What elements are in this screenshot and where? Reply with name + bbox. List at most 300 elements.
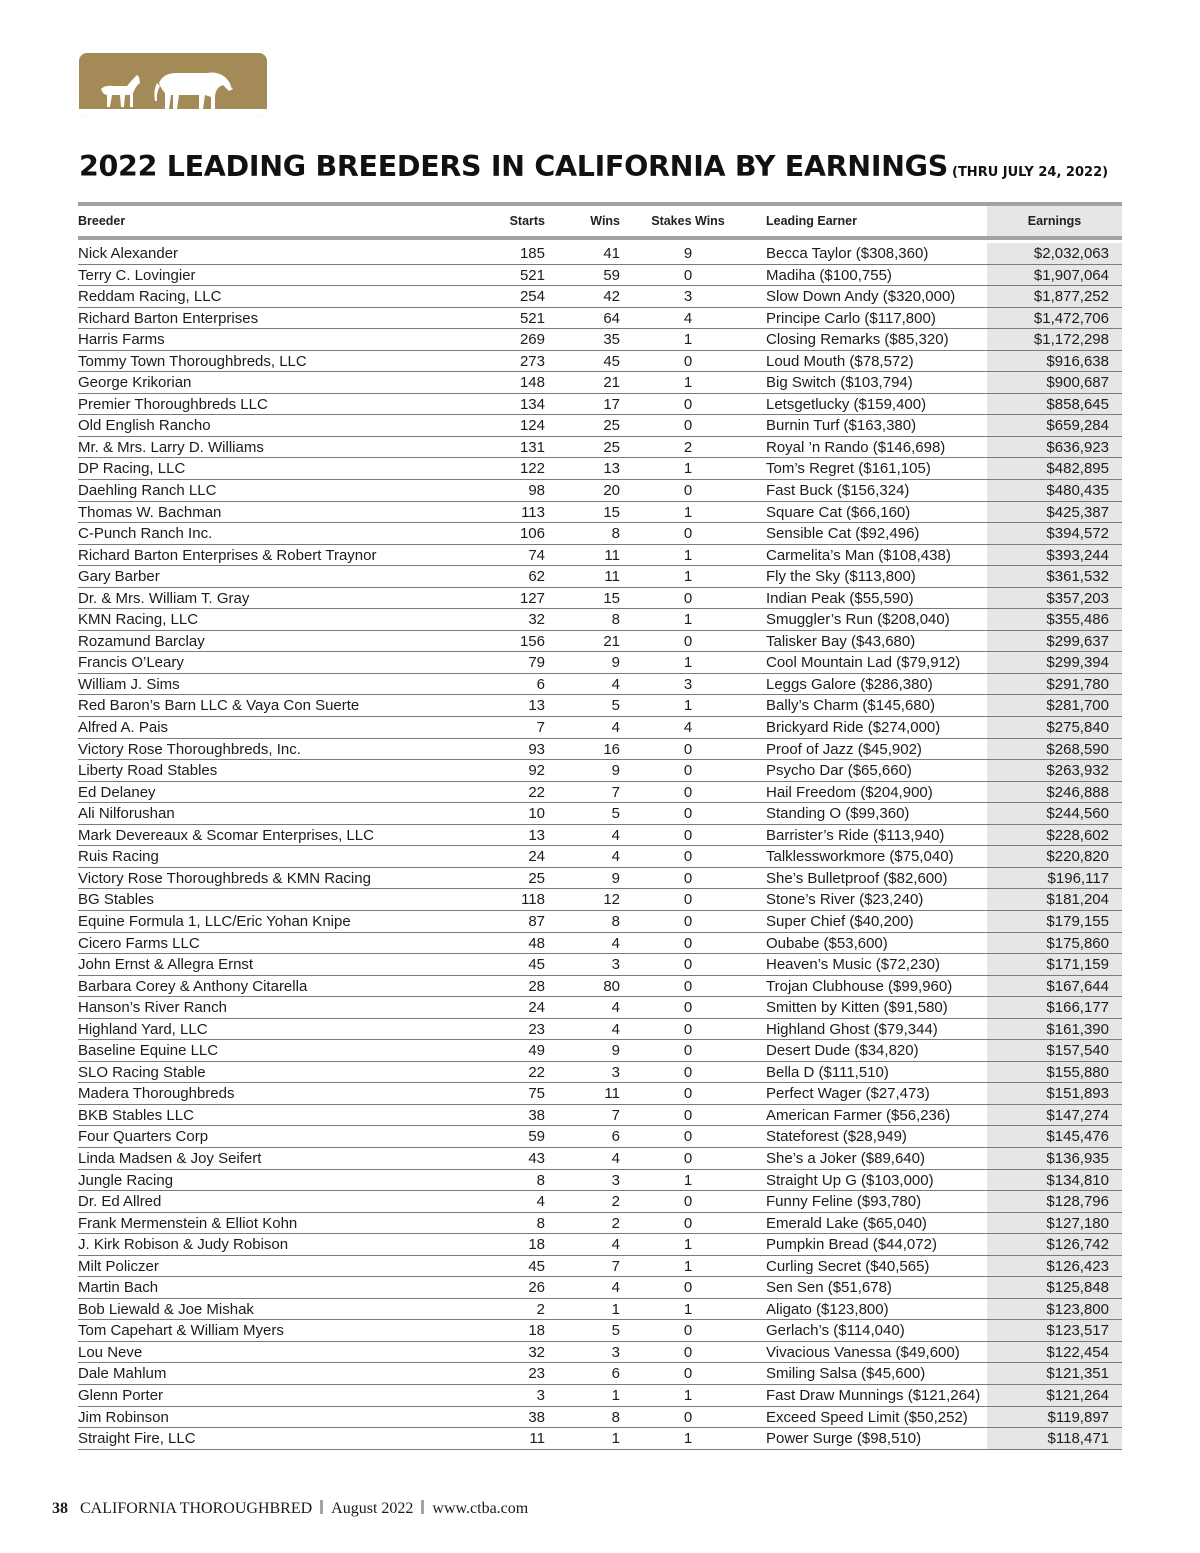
earnings-cell: $161,390 [987,1019,1122,1040]
table-row [78,846,1122,868]
stakes-wins-cell: 0 [683,783,693,801]
starts-cell: 7 [536,719,545,737]
earnings-cell: $181,204 [987,889,1122,910]
earnings-cell: $263,932 [987,760,1122,781]
leading-earner-cell: Highland Ghost ($79,344) [766,1020,938,1038]
leading-earner-cell: Closing Remarks ($85,320) [766,331,949,349]
breeder-cell: Jim Robinson [78,1408,169,1426]
wins-cell: 4 [611,1149,620,1167]
table-row [78,652,1122,674]
breeders-table [78,202,1122,1450]
table-row [78,243,1122,265]
stakes-wins-cell: 0 [683,1063,693,1081]
table-row [78,695,1122,717]
table-row [78,1126,1122,1148]
starts-cell: 59 [528,1128,545,1146]
table-row [78,1363,1122,1385]
starts-cell: 25 [528,869,545,887]
leading-earner-cell: Funny Feline ($93,780) [766,1193,922,1211]
header-stakes-wins: Stakes Wins [651,214,725,228]
earnings-cell: $357,203 [987,588,1122,609]
earnings-cell: $1,877,252 [987,286,1122,307]
breeder-cell: Victory Rose Thoroughbreds, Inc. [78,740,301,758]
breeder-cell: Frank Mermenstein & Elliot Kohn [78,1214,298,1232]
stakes-wins-cell: 0 [683,977,693,995]
leading-earner-cell: Indian Peak ($55,590) [766,589,914,607]
table-row [78,351,1122,373]
stakes-wins-cell: 1 [683,1300,693,1318]
wins-cell: 41 [603,245,620,262]
stakes-wins-cell: 4 [683,309,693,327]
starts-cell: 10 [528,805,545,823]
breeder-cell: Victory Rose Thoroughbreds & KMN Racing [78,869,371,887]
leading-earner-cell: Psycho Dar ($65,660) [766,762,912,780]
table-row [78,1342,1122,1364]
wins-cell: 4 [611,719,620,737]
header-earnings: Earnings [987,206,1122,236]
leading-earner-cell: Slow Down Andy ($320,000) [766,288,956,306]
starts-cell: 49 [528,1042,545,1060]
earnings-cell: $659,284 [987,415,1122,436]
table-row [78,523,1122,545]
wins-cell: 8 [611,525,620,543]
leading-earner-cell: Smuggler’s Run ($208,040) [766,611,950,629]
wins-cell: 6 [611,1128,620,1146]
starts-cell: 45 [528,956,545,974]
wins-cell: 7 [611,1106,620,1124]
wins-cell: 9 [611,762,620,780]
breeder-cell: Lou Neve [78,1343,143,1361]
earnings-cell: $171,159 [987,954,1122,975]
stakes-wins-cell: 3 [683,288,693,306]
earnings-cell: $136,935 [987,1148,1122,1169]
wins-cell: 8 [611,611,620,629]
stakes-wins-cell: 0 [683,869,693,887]
wins-cell: 2 [611,1214,620,1232]
stakes-wins-cell: 1 [683,1171,693,1189]
breeder-cell: Ali Nilforushan [78,805,175,823]
table-row [78,933,1122,955]
page-footer [52,1500,528,1518]
leading-earner-cell: Sensible Cat ($92,496) [766,525,920,543]
wins-cell: 42 [603,288,620,306]
wins-cell: 80 [603,977,620,995]
earnings-cell: $361,532 [987,566,1122,587]
breeder-cell: Highland Yard, LLC [78,1020,208,1038]
breeder-cell: Martin Bach [78,1279,159,1297]
table-row [78,609,1122,631]
breeder-cell: Glenn Porter [78,1386,164,1404]
starts-cell: 11 [529,1430,545,1448]
breeder-cell: J. Kirk Robison & Judy Robison [78,1236,289,1254]
breeder-cell: William J. Sims [78,675,180,693]
stakes-wins-cell: 1 [683,697,693,715]
earnings-cell: $299,394 [987,652,1122,673]
starts-cell: 122 [519,460,545,478]
breeder-cell: Terry C. Lovingier [78,266,196,284]
table-row [78,1062,1122,1084]
starts-cell: 38 [528,1106,545,1124]
starts-cell: 18 [528,1322,545,1340]
breeder-cell: Alfred A. Pais [78,719,169,737]
breeder-cell: SLO Racing Stable [78,1063,206,1081]
starts-cell: 32 [528,1343,545,1361]
starts-cell: 185 [519,245,545,262]
leading-earner-cell: Proof of Jazz ($45,902) [766,740,922,758]
leading-earner-cell: Bally’s Charm ($145,680) [766,697,935,715]
table-row [78,1040,1122,1062]
wins-cell: 1 [611,1430,620,1448]
earnings-cell: $147,274 [987,1105,1122,1126]
earnings-cell: $155,880 [987,1062,1122,1083]
title-date-range: (THRU JULY 24, 2022) [952,165,1109,180]
starts-cell: 26 [528,1279,545,1297]
table-row [78,480,1122,502]
starts-cell: 87 [528,912,545,930]
breeder-cell: Gary Barber [78,568,160,586]
starts-cell: 521 [519,309,545,327]
leading-earner-cell: Talklessworkmore ($75,040) [766,848,954,866]
earnings-cell: $480,435 [987,480,1122,501]
stakes-wins-cell: 0 [683,1149,693,1167]
breeder-cell: Nick Alexander [78,245,179,262]
starts-cell: 6 [536,675,545,693]
earnings-cell: $179,155 [987,911,1122,932]
earnings-cell: $126,742 [987,1234,1122,1255]
wins-cell: 25 [603,417,620,435]
leading-earner-cell: Hail Freedom ($204,900) [766,783,933,801]
starts-cell: 23 [528,1020,545,1038]
stakes-wins-cell: 0 [683,1214,693,1232]
breeder-cell: Tommy Town Thoroughbreds, LLC [78,352,307,370]
stakes-wins-cell: 0 [683,1020,693,1038]
table-row [78,1234,1122,1256]
wins-cell: 4 [611,848,620,866]
earnings-cell: $123,800 [987,1299,1122,1320]
breeder-cell: KMN Racing, LLC [78,611,199,629]
table-row [78,1256,1122,1278]
starts-cell: 74 [528,546,545,564]
leading-earner-cell: Power Surge ($98,510) [766,1430,922,1448]
table-row [78,1083,1122,1105]
wins-cell: 7 [611,783,620,801]
table-row [78,566,1122,588]
table-row [78,394,1122,416]
table-row [78,1385,1122,1407]
breeder-cell: Baseline Equine LLC [78,1042,219,1060]
table-row [78,458,1122,480]
starts-cell: 156 [519,632,545,650]
table-row [78,997,1122,1019]
breeder-cell: Straight Fire, LLC [78,1430,196,1448]
wins-cell: 4 [611,675,620,693]
wins-cell: 1 [611,1300,620,1318]
leading-earner-cell: Perfect Wager ($27,473) [766,1085,930,1103]
starts-cell: 22 [528,783,545,801]
starts-cell: 273 [519,352,545,370]
starts-cell: 3 [536,1386,545,1404]
wins-cell: 12 [603,891,620,909]
wins-cell: 15 [603,503,620,521]
starts-cell: 48 [528,934,545,952]
table-body [78,243,1122,1450]
leading-earner-cell: Cool Mountain Lad ($79,912) [766,654,961,672]
breeder-cell: Equine Formula 1, LLC/Eric Yohan Knipe [78,912,351,930]
leading-earner-cell: Letsgetlucky ($159,400) [766,395,927,413]
leading-earner-cell: Gerlach’s ($114,040) [766,1322,905,1340]
wins-cell: 11 [604,1085,620,1103]
wins-cell: 6 [611,1365,620,1383]
leading-earner-cell: Standing O ($99,360) [766,805,910,823]
leading-earner-cell: Straight Up G ($103,000) [766,1171,934,1189]
earnings-cell: $268,590 [987,739,1122,760]
wins-cell: 4 [611,1279,620,1297]
starts-cell: 113 [521,503,545,521]
leading-earner-cell: Super Chief ($40,200) [766,912,914,930]
stakes-wins-cell: 1 [683,568,693,586]
page-title [79,150,1108,183]
starts-cell: 4 [536,1193,545,1211]
leading-earner-cell: Curling Secret ($40,565) [766,1257,930,1275]
starts-cell: 18 [528,1236,545,1254]
earnings-cell: $175,860 [987,933,1122,954]
table-row [78,631,1122,653]
breeder-cell: BKB Stables LLC [78,1106,194,1124]
table-row [78,825,1122,847]
wins-cell: 4 [611,1020,620,1038]
stakes-wins-cell: 0 [683,1085,693,1103]
wins-cell: 4 [611,1236,620,1254]
stakes-wins-cell: 0 [683,632,693,650]
table-row [78,1320,1122,1342]
stakes-wins-cell: 1 [683,654,693,672]
earnings-cell: $167,644 [987,976,1122,997]
starts-cell: 521 [519,266,545,284]
table-row [78,588,1122,610]
mare-and-foal-logo [79,53,267,117]
breeder-cell: Rozamund Barclay [78,632,205,650]
leading-earner-cell: Aligato ($123,800) [766,1300,889,1318]
leading-earner-cell: Big Switch ($103,794) [766,374,913,392]
starts-cell: 254 [519,288,545,306]
earnings-cell: $123,517 [987,1320,1122,1341]
wins-cell: 2 [611,1193,620,1211]
starts-cell: 8 [536,1171,545,1189]
wins-cell: 21 [603,632,620,650]
wins-cell: 64 [603,309,620,327]
starts-cell: 92 [528,762,545,780]
table-row [78,308,1122,330]
stakes-wins-cell: 1 [683,1430,693,1448]
breeder-cell: Premier Thoroughbreds LLC [78,395,268,413]
wins-cell: 5 [611,1322,620,1340]
earnings-cell: $299,637 [987,631,1122,652]
table-row [78,329,1122,351]
wins-cell: 3 [611,1063,620,1081]
leading-earner-cell: Square Cat ($66,160) [766,503,911,521]
wins-cell: 5 [611,697,620,715]
breeder-cell: George Krikorian [78,374,192,392]
stakes-wins-cell: 0 [683,912,693,930]
earnings-cell: $636,923 [987,437,1122,458]
breeder-cell: Daehling Ranch LLC [78,482,217,500]
table-row [78,1299,1122,1321]
earnings-cell: $151,893 [987,1083,1122,1104]
leading-earner-cell: Pumpkin Bread ($44,072) [766,1236,937,1254]
earnings-cell: $122,454 [987,1342,1122,1363]
leading-earner-cell: Fast Buck ($156,324) [766,482,910,500]
starts-cell: 2 [536,1300,545,1318]
starts-cell: 93 [528,740,545,758]
table-row [78,286,1122,308]
earnings-cell: $125,848 [987,1277,1122,1298]
stakes-wins-cell: 1 [683,611,693,629]
stakes-wins-cell: 0 [683,762,693,780]
breeder-cell: Ed Delaney [78,783,156,801]
title-main: 2022 LEADING BREEDERS IN CALIFORNIA BY EARNINGS [79,150,948,183]
breeder-cell: Four Quarters Corp [78,1128,209,1146]
earnings-cell: $2,032,063 [987,243,1122,264]
stakes-wins-cell: 0 [683,826,693,844]
wins-cell: 45 [603,352,620,370]
wins-cell: 59 [603,266,620,284]
wins-cell: 3 [611,1171,620,1189]
leading-earner-cell: Emerald Lake ($65,040) [766,1214,927,1232]
table-row [78,1213,1122,1235]
breeder-cell: Dr. & Mrs. William T. Gray [78,589,250,607]
stakes-wins-cell: 0 [683,395,693,413]
wins-cell: 17 [603,395,620,413]
wins-cell: 3 [611,1343,620,1361]
table-row [78,911,1122,933]
table-row [78,1428,1122,1450]
earnings-cell: $145,476 [987,1126,1122,1147]
starts-cell: 131 [519,438,545,456]
stakes-wins-cell: 9 [683,245,693,262]
magazine-name: CALIFORNIA THOROUGHBRED [80,1500,313,1517]
earnings-cell: $482,895 [987,458,1122,479]
earnings-cell: $119,897 [987,1407,1122,1428]
starts-cell: 269 [519,331,545,349]
starts-cell: 134 [519,395,545,413]
stakes-wins-cell: 1 [683,374,693,392]
breeder-cell: Hanson’s River Ranch [78,999,227,1017]
wins-cell: 11 [604,546,620,564]
website-link[interactable]: www.ctba.com [432,1500,529,1517]
starts-cell: 13 [528,697,545,715]
stakes-wins-cell: 0 [683,805,693,823]
leading-earner-cell: Loud Mouth ($78,572) [766,352,914,370]
earnings-cell: $858,645 [987,394,1122,415]
earnings-cell: $118,471 [987,1428,1122,1449]
earnings-cell: $291,780 [987,674,1122,695]
earnings-cell: $128,796 [987,1191,1122,1212]
breeder-cell: Red Baron’s Barn LLC & Vaya Con Suerte [78,697,360,715]
breeder-cell: Ruis Racing [78,848,159,866]
breeder-cell: Mark Devereaux & Scomar Enterprises, LLC [78,826,374,844]
stakes-wins-cell: 1 [683,503,693,521]
starts-cell: 28 [528,977,545,995]
stakes-wins-cell: 0 [683,1279,693,1297]
stakes-wins-cell: 0 [683,848,693,866]
table-header [78,202,1122,240]
table-row [78,954,1122,976]
starts-cell: 24 [528,848,545,866]
footer-divider [421,1500,424,1514]
leading-earner-cell: Madiha ($100,755) [766,266,892,284]
earnings-cell: $126,423 [987,1256,1122,1277]
earnings-cell: $228,602 [987,825,1122,846]
starts-cell: 24 [528,999,545,1017]
header-breeder: Breeder [78,214,126,228]
earnings-cell: $393,244 [987,545,1122,566]
breeder-cell: Tom Capehart & William Myers [78,1322,284,1340]
wins-cell: 16 [603,740,620,758]
earnings-cell: $166,177 [987,997,1122,1018]
stakes-wins-cell: 0 [683,1193,693,1211]
table-row [78,803,1122,825]
stakes-wins-cell: 0 [683,417,693,435]
breeder-cell: Thomas W. Bachman [78,503,222,521]
table-row [78,415,1122,437]
stakes-wins-cell: 1 [683,1257,693,1275]
breeder-cell: Dr. Ed Allred [78,1193,162,1211]
stakes-wins-cell: 2 [683,438,693,456]
stakes-wins-cell: 0 [683,934,693,952]
stakes-wins-cell: 0 [683,956,693,974]
breeder-cell: Jungle Racing [78,1171,174,1189]
leading-earner-cell: Exceed Speed Limit ($50,252) [766,1408,968,1426]
stakes-wins-cell: 0 [683,999,693,1017]
breeder-cell: Cicero Farms LLC [78,934,200,952]
starts-cell: 98 [528,482,545,500]
breeder-cell: Old English Rancho [78,417,211,435]
table-row [78,1191,1122,1213]
earnings-cell: $425,387 [987,502,1122,523]
leading-earner-cell: Carmelita’s Man ($108,438) [766,546,951,564]
breeder-cell: Richard Barton Enterprises & Robert Traynor [78,546,377,564]
table-row [78,372,1122,394]
earnings-cell: $246,888 [987,782,1122,803]
wins-cell: 8 [611,912,620,930]
wins-cell: 9 [611,1042,620,1060]
table-row [78,739,1122,761]
table-row [78,1170,1122,1192]
stakes-wins-cell: 0 [683,589,693,607]
page-number: 38 [52,1500,68,1517]
wins-cell: 11 [604,568,620,586]
leading-earner-cell: Stateforest ($28,949) [766,1128,907,1146]
wins-cell: 1 [611,1386,620,1404]
starts-cell: 124 [519,417,545,435]
wins-cell: 8 [611,1408,620,1426]
starts-cell: 62 [528,568,545,586]
starts-cell: 118 [521,891,545,909]
stakes-wins-cell: 0 [683,1408,693,1426]
stakes-wins-cell: 0 [683,1343,693,1361]
starts-cell: 23 [528,1365,545,1383]
wins-cell: 4 [611,826,620,844]
table-row [78,1105,1122,1127]
stakes-wins-cell: 1 [683,1236,693,1254]
breeder-cell: Madera Thoroughbreds [78,1085,235,1103]
leading-earner-cell: Fly the Sky ($113,800) [766,568,916,586]
starts-cell: 79 [528,654,545,672]
leading-earner-cell: Royal ’n Rando ($146,698) [766,438,946,456]
breeder-cell: Linda Madsen & Joy Seifert [78,1149,262,1167]
starts-cell: 106 [519,525,545,543]
horse-silhouette-icon [79,53,267,117]
